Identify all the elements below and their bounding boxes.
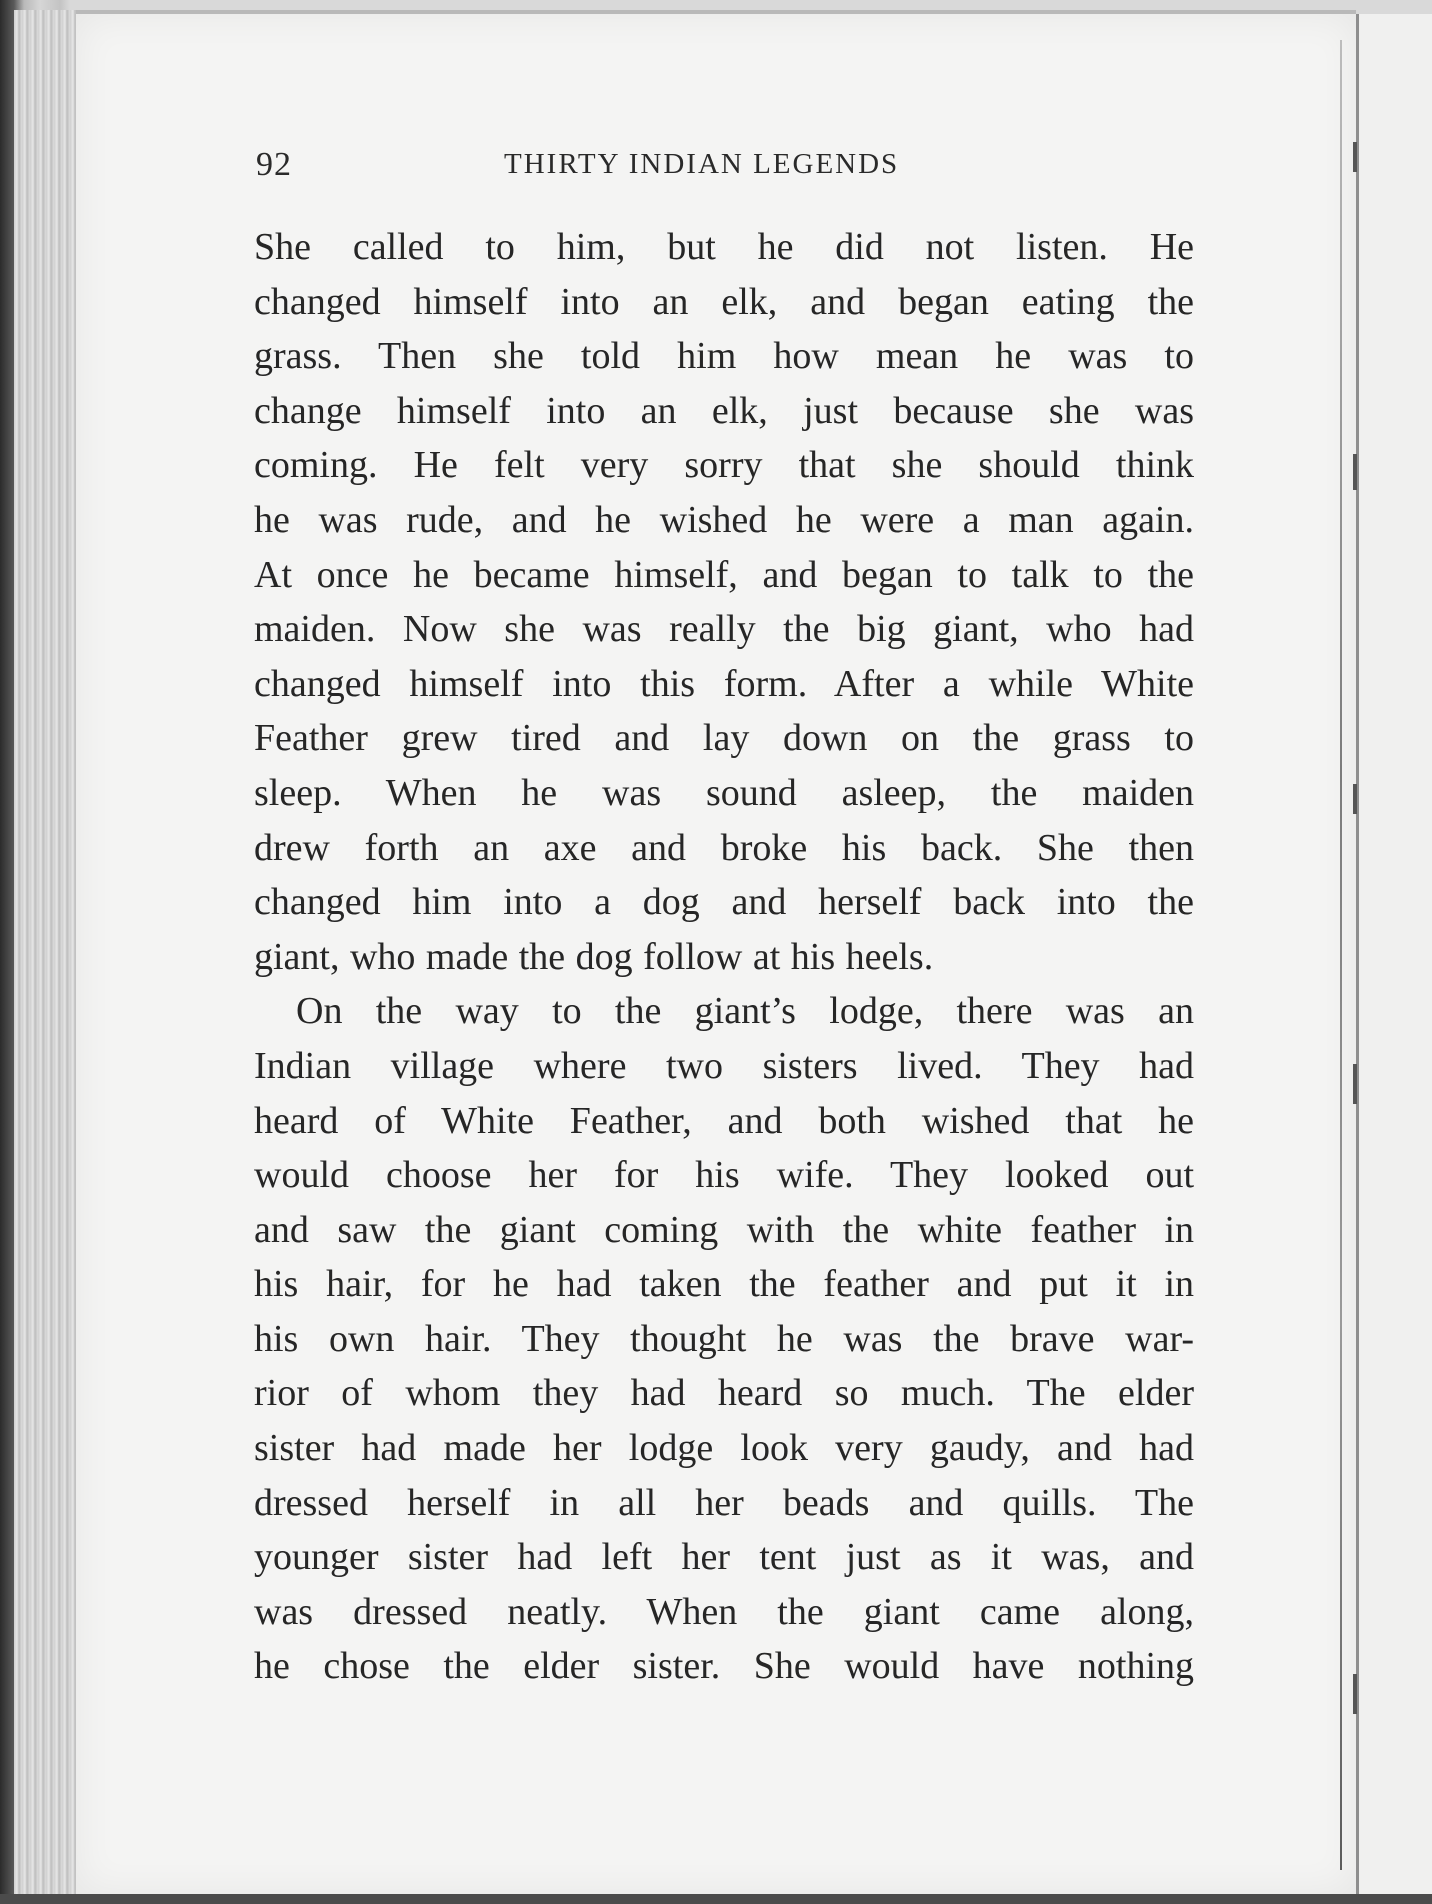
text-line: sleep. When he was sound asleep, the maiden <box>254 771 1194 814</box>
text-line: Feather grew tired and lay down on the grass to <box>254 717 1194 760</box>
text-line: changed himself into an elk, and began eating the <box>254 280 1194 323</box>
page-mark <box>1353 1674 1357 1714</box>
paragraph-2 <box>254 984 1194 1694</box>
text-line: coming. He felt very sorry that she should think <box>254 444 1194 487</box>
scan-bottom-edge <box>0 1894 1432 1904</box>
running-head <box>256 138 948 190</box>
text-line: rior of whom they had heard so much. The elder <box>254 1372 1194 1415</box>
text-line: On the way to the giant’s lodge, there was an <box>296 990 1194 1033</box>
page-mark <box>1353 784 1357 814</box>
text-line: maiden. Now she was really the big giant, who had <box>254 608 1194 651</box>
text-line: and saw the giant coming with the white feather in <box>254 1208 1194 1251</box>
page-mark <box>1353 454 1357 490</box>
text-line: At once he became himself, and began to talk to the <box>254 553 1194 596</box>
running-title: THIRTY INDIAN LEGENDS <box>504 148 900 180</box>
page-number: 92 <box>256 146 292 183</box>
page-gutter-line <box>1340 40 1342 1870</box>
text-line: would choose her for his wife. They looked out <box>254 1154 1194 1197</box>
text-line: younger sister had left her tent just as it was, and <box>254 1536 1194 1579</box>
text-line: drew forth an axe and broke his back. She then <box>254 826 1194 869</box>
text-line: Indian village where two sisters lived. They had <box>254 1044 1194 1087</box>
text-line: his hair, for he had taken the feather and put it in <box>254 1263 1194 1306</box>
page-mark <box>1353 142 1357 172</box>
text-line: She called to him, but he did not listen. He <box>254 226 1194 268</box>
text-line: changed himself into this form. After a while White <box>254 662 1194 705</box>
text-line: was dressed neatly. When the giant came along, <box>254 1590 1194 1633</box>
text-line: dressed herself in all her beads and quills. The <box>254 1481 1194 1524</box>
text-line: heard of White Feather, and both wished that he <box>254 1099 1194 1142</box>
book-page-edges <box>14 10 77 1894</box>
text-line: sister had made her lodge look very gaudy, and had <box>254 1427 1194 1470</box>
body-text <box>254 220 1194 1694</box>
text-line: his own hair. They thought he was the brave war- <box>254 1317 1194 1360</box>
paragraph-1 <box>254 220 1194 984</box>
text-line: changed him into a dog and herself back into the <box>254 881 1194 924</box>
page-mark <box>1353 1064 1357 1104</box>
text-line: he chose the elder sister. She would have nothing <box>254 1645 1194 1688</box>
text-line: he was rude, and he wished he were a man again. <box>254 498 1194 541</box>
adjacent-page-strip <box>1356 14 1432 1894</box>
text-line: change himself into an elk, just because she was <box>254 389 1194 432</box>
text-line: giant, who made the dog follow at his heels. <box>254 935 934 978</box>
text-line: grass. Then she told him how mean he was to <box>254 335 1194 378</box>
